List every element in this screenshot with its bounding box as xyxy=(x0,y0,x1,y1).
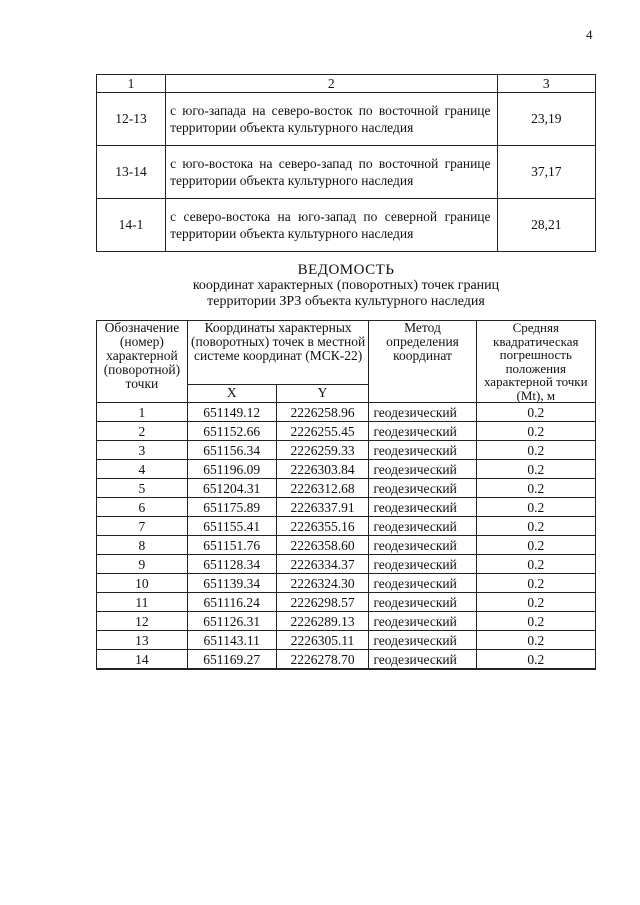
method-value: геодезический xyxy=(369,593,476,612)
method-value: геодезический xyxy=(369,612,476,631)
segment-description: с юго-запада на северо-восток по восточной границе территории объекта культурного наследия xyxy=(166,93,497,146)
coordinate-row xyxy=(97,422,596,441)
error-value: 0.2 xyxy=(476,593,595,612)
x-coordinate: 651204.31 xyxy=(187,479,276,498)
segment-description: с юго-востока на северо-запад по восточной границе территории объекта культурного наследия xyxy=(166,146,497,199)
x-coordinate: 651149.12 xyxy=(187,403,276,422)
method-value: геодезический xyxy=(369,479,476,498)
y-coordinate: 2226355.16 xyxy=(276,517,369,536)
x-coordinate: 651156.34 xyxy=(187,441,276,460)
method-value: геодезический xyxy=(369,422,476,441)
coordinates-header-row xyxy=(97,321,596,385)
x-coordinate: 651196.09 xyxy=(187,460,276,479)
point-number: 9 xyxy=(97,555,188,574)
method-value: геодезический xyxy=(369,498,476,517)
y-coordinate: 2226255.45 xyxy=(276,422,369,441)
coordinates-header: Координаты характерных (поворотных) точек в местной системе координат (МСК-22) xyxy=(187,321,369,385)
boundary-table-header-row xyxy=(97,75,596,93)
coordinate-row xyxy=(97,403,596,422)
point-number: 7 xyxy=(97,517,188,536)
error-value: 0.2 xyxy=(476,403,595,422)
error-value: 0.2 xyxy=(476,536,595,555)
error-value: 0.2 xyxy=(476,555,595,574)
method-value: геодезический xyxy=(369,517,476,536)
boundary-col-header-3: 3 xyxy=(497,75,595,93)
error-value: 0.2 xyxy=(476,650,595,670)
error-value: 0.2 xyxy=(476,574,595,593)
segment-length: 23,19 xyxy=(497,93,595,146)
point-number: 14 xyxy=(97,650,188,670)
point-number: 4 xyxy=(97,460,188,479)
y-coordinate: 2226312.68 xyxy=(276,479,369,498)
y-header: Y xyxy=(276,384,369,402)
y-coordinate: 2226337.91 xyxy=(276,498,369,517)
point-number: 5 xyxy=(97,479,188,498)
coordinate-row xyxy=(97,517,596,536)
coordinate-row xyxy=(97,650,596,670)
method-value: геодезический xyxy=(369,574,476,593)
x-coordinate: 651126.31 xyxy=(187,612,276,631)
y-coordinate: 2226305.11 xyxy=(276,631,369,650)
error-value: 0.2 xyxy=(476,498,595,517)
point-header: Обозначение (номер) характерной (поворотной) точки xyxy=(97,321,188,403)
y-coordinate: 2226259.33 xyxy=(276,441,369,460)
coordinate-row xyxy=(97,460,596,479)
point-number: 10 xyxy=(97,574,188,593)
error-value: 0.2 xyxy=(476,631,595,650)
segment-label: 13-14 xyxy=(97,146,166,199)
segment-label: 14-1 xyxy=(97,199,166,252)
boundary-col-header-2: 2 xyxy=(166,75,497,93)
segment-label: 12-13 xyxy=(97,93,166,146)
method-value: геодезический xyxy=(369,441,476,460)
error-value: 0.2 xyxy=(476,612,595,631)
coordinate-row xyxy=(97,479,596,498)
y-coordinate: 2226303.84 xyxy=(276,460,369,479)
boundary-row xyxy=(97,199,596,252)
segment-description: с северо-востока на юго-запад по северной границе территории объекта культурного наследия xyxy=(166,199,497,252)
method-header: Метод определения координат xyxy=(369,321,476,403)
error-value: 0.2 xyxy=(476,479,595,498)
coordinate-row xyxy=(97,498,596,517)
method-value: геодезический xyxy=(369,460,476,479)
x-header: X xyxy=(187,384,276,402)
coordinates-table xyxy=(96,320,596,670)
x-coordinate: 651151.76 xyxy=(187,536,276,555)
x-coordinate: 651143.11 xyxy=(187,631,276,650)
y-coordinate: 2226324.30 xyxy=(276,574,369,593)
y-coordinate: 2226358.60 xyxy=(276,536,369,555)
error-value: 0.2 xyxy=(476,422,595,441)
x-coordinate: 651155.41 xyxy=(187,517,276,536)
y-coordinate: 2226298.57 xyxy=(276,593,369,612)
point-number: 3 xyxy=(97,441,188,460)
method-value: геодезический xyxy=(369,403,476,422)
point-number: 11 xyxy=(97,593,188,612)
method-value: геодезический xyxy=(369,631,476,650)
coordinate-row xyxy=(97,631,596,650)
y-coordinate: 2226278.70 xyxy=(276,650,369,670)
y-coordinate: 2226334.37 xyxy=(276,555,369,574)
error-value: 0.2 xyxy=(476,460,595,479)
boundary-description-table xyxy=(96,74,596,252)
coordinate-row xyxy=(97,441,596,460)
segment-length: 37,17 xyxy=(497,146,595,199)
boundary-row xyxy=(97,93,596,146)
x-coordinate: 651175.89 xyxy=(187,498,276,517)
error-value: 0.2 xyxy=(476,517,595,536)
method-value: геодезический xyxy=(369,650,476,670)
point-number: 12 xyxy=(97,612,188,631)
point-number: 2 xyxy=(97,422,188,441)
page-number: 4 xyxy=(586,27,593,42)
coordinate-row xyxy=(97,574,596,593)
coordinate-row xyxy=(97,536,596,555)
x-coordinate: 651128.34 xyxy=(187,555,276,574)
segment-length: 28,21 xyxy=(497,199,595,252)
y-coordinate: 2226289.13 xyxy=(276,612,369,631)
boundary-col-header-1: 1 xyxy=(97,75,166,93)
method-value: геодезический xyxy=(369,555,476,574)
point-number: 13 xyxy=(97,631,188,650)
point-number: 1 xyxy=(97,403,188,422)
point-number: 8 xyxy=(97,536,188,555)
coordinate-row xyxy=(97,555,596,574)
x-coordinate: 651152.66 xyxy=(187,422,276,441)
statement-title-block xyxy=(96,262,596,310)
coordinate-row xyxy=(97,593,596,612)
statement-subtitle-line-2: территории ЗРЗ объекта культурного наследия xyxy=(207,294,485,309)
point-number: 6 xyxy=(97,498,188,517)
coordinates-body xyxy=(97,403,596,670)
statement-subtitle-line-1: координат характерных (поворотных) точек границ xyxy=(192,278,500,293)
boundary-row xyxy=(97,146,596,199)
statement-title: ВЕДОМОСТЬ xyxy=(297,262,395,278)
method-value: геодезический xyxy=(369,536,476,555)
error-value: 0.2 xyxy=(476,441,595,460)
y-coordinate: 2226258.96 xyxy=(276,403,369,422)
coordinate-row xyxy=(97,612,596,631)
x-coordinate: 651116.24 xyxy=(187,593,276,612)
error-header: Средняя квадратическая погрешность положения характерной точки (Mt), м xyxy=(476,321,595,403)
x-coordinate: 651139.34 xyxy=(187,574,276,593)
x-coordinate: 651169.27 xyxy=(187,650,276,670)
